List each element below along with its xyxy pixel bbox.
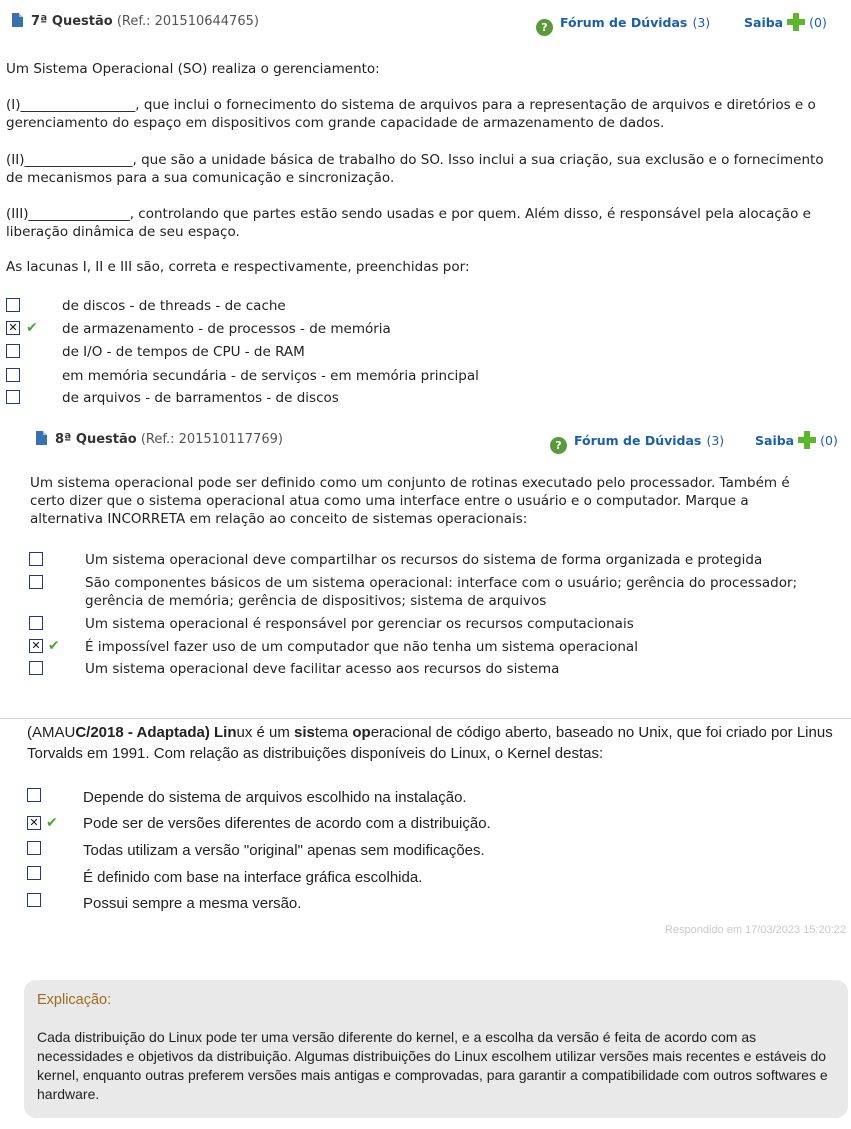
q9-statement-part-3: ux é um [236,724,295,741]
document-icon [36,431,47,445]
plus-icon[interactable] [798,431,816,449]
q9-option-3-checkbox[interactable] [27,841,41,855]
q8-saiba-count: (0) [820,433,838,448]
q9-option-4-checkbox[interactable] [27,866,41,880]
q8-option-2-label: São componentes básicos de um sistema operacional: interface com o usuário; gerência do processador; gerência de memória; gerência de dispositivos; sistema de arquivos [85,575,798,609]
q9-statement-part-7: eracional de código aberto, baseado no Unix, que foi criado por Linus Torvalds em 1991. Com relação as distribuições disponíveis do Linux, o Kernel destas: [27,724,833,762]
q7-option-1-checkbox[interactable] [6,298,20,312]
q8-option-2-checkbox[interactable] [29,575,43,589]
document-icon [12,13,23,27]
q8-option-3-label: Um sistema operacional é responsável por gerenciar os recursos computacionais [85,616,634,632]
explanation-text: Cada distribuição do Linux pode ter uma versão diferente do kernel, e a escolha da versão é feita de acordo com as necessidades e objetivos da distribuição. Algumas distribuições do Linux escolhem utilizar versões mais recentes e estáveis do kernel, enquanto outras preferem versões mais antigas e comprovadas, para garantir a compatibilidade com outros softwares e hardware. [37,1029,828,1102]
q9-option-3-label: Todas utilizam a versão "original" apenas sem modificações. [83,842,485,859]
q9-option-5-checkbox[interactable] [27,893,41,907]
question-mark-icon: ? [550,437,567,454]
q8-saiba-label[interactable]: Saiba [755,433,795,448]
q8-statement: Um sistema operacional pode ser definido como um conjunto de rotinas executado pelo processador. Também é certo dizer que o sistema operacional atua como uma interface entre o usuário e o computador. Marque a alternativa INCORRETA em relação ao conceito de sistemas operacionais: [30,475,790,527]
q9-statement-part-2: C/2018 - Adaptada) Lin [75,724,237,741]
q8-option-4-checkbox[interactable]: ✕ [29,639,43,653]
q7-number: 7ª Questão [31,14,113,29]
q7-forum-label[interactable]: Fórum de Dúvidas [560,15,688,30]
q8-saiba-link[interactable] [755,430,838,449]
q9-statement [27,722,837,764]
q9-option-4-label: É definido com base na interface gráfica escolhida. [83,869,423,886]
q7-paragraph-1: (I)_________________, que inclui o fornecimento do sistema de arquivos para a representação de arquivos e diretórios e o gerenciamento do espaço em dispositivos com grande capacidade de armazenamento de dados. [6,97,816,131]
q7-forum-link[interactable] [536,12,710,36]
q7-option-2-checkbox[interactable]: ✕ [6,321,20,335]
q9-option-1-label: Depende do sistema de arquivos escolhido na instalação. [83,789,467,806]
q7-option-5-checkbox[interactable] [6,390,20,404]
q7-ref: (Ref.: 201510644765) [116,14,259,29]
q9-statement-part-4: sis [294,724,315,741]
q7-option-3-label: de I/O - de tempos de CPU - de RAM [62,344,305,360]
q8-option-4-label: É impossível fazer uso de um computador que não tenha um sistema operacional [85,639,638,655]
plus-icon[interactable] [787,13,805,31]
q7-saiba-label[interactable]: Saiba [744,15,784,30]
q9-statement-part-1: (AMAU [27,724,76,741]
checkmark-icon: ✔ [48,638,60,654]
q7-paragraph-2: (II)________________, que são a unidade básica de trabalho do SO. Isso inclui a sua criação, sua exclusão e o fornecimento de mecanismos para a sua comunicação e sincronização. [6,152,824,186]
q7-intro: Um Sistema Operacional (SO) realiza o gerenciamento: [6,61,380,77]
q8-forum-link[interactable] [550,430,724,454]
q8-option-1-checkbox[interactable] [29,552,43,566]
q7-paragraph-3: (III)_______________, controlando que partes estão sendo usadas e por quem. Além disso, é responsável pela alocação e liberação dinâmica de seu espaço. [6,206,811,240]
q7-option-3-checkbox[interactable] [6,344,20,358]
q9-option-2-checkbox[interactable]: ✕ [27,816,41,830]
q8-option-1-label: Um sistema operacional deve compartilhar os recursos do sistema de forma organizada e protegida [85,552,763,568]
explanation-title: Explicação: [37,992,112,1008]
q7-option-2-label: de armazenamento - de processos - de memória [62,321,391,337]
q9-option-2-label: Pode ser de versões diferentes de acordo com a distribuição. [83,815,491,832]
q9-option-5-label: Possui sempre a mesma versão. [83,895,302,912]
q9-statement-part-6: op [352,724,371,741]
q8-ref: (Ref.: 201510117769) [140,432,283,447]
q9-option-1-checkbox[interactable] [27,788,41,802]
q7-forum-count: (3) [692,15,711,30]
q8-number: 8ª Questão [55,432,137,447]
q7-option-4-label: em memória secundária - de serviços - em memória principal [62,368,479,384]
q7-option-5-label: de arquivos - de barramentos - de discos [62,390,339,406]
section-divider [0,718,851,719]
answered-timestamp: Respondido em 17/03/2023 15:20:22 [664,924,846,936]
q8-option-5-label: Um sistema operacional deve facilitar acesso aos recursos do sistema [85,661,560,677]
q7-saiba-count: (0) [809,15,827,30]
q7-prompt: As lacunas I, II e III são, correta e respectivamente, preenchidas por: [6,259,470,275]
q8-forum-label[interactable]: Fórum de Dúvidas [574,433,702,448]
q7-saiba-link[interactable] [744,12,827,31]
question-mark-icon: ? [536,19,553,36]
q8-forum-count: (3) [706,433,725,448]
q7-option-1-label: de discos - de threads - de cache [62,298,286,314]
q9-statement-part-5: tema [314,724,353,741]
q8-option-3-checkbox[interactable] [29,616,43,630]
checkmark-icon: ✔ [26,320,38,336]
checkmark-icon: ✔ [46,815,58,831]
q7-header [12,13,259,29]
q8-header [36,431,283,447]
q8-option-5-checkbox[interactable] [29,661,43,675]
q7-option-4-checkbox[interactable] [6,368,20,382]
